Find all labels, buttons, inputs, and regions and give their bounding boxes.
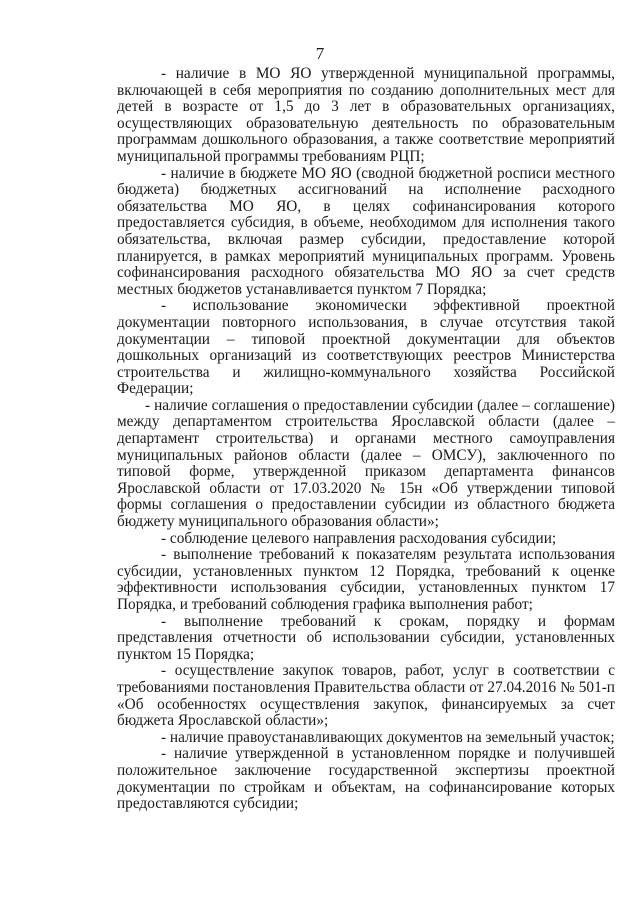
condition-procurement: - осуществление закупок товаров, работ, услуг в соответствии с требованиями постановления Правительства области от 27.04.2016 № 501-п «Об особенностях осуществления закупок, финансируемых за счет бюджета Ярославской области»; bbox=[117, 662, 615, 730]
condition-budget-allocations: - наличие в бюджете МО ЯО (сводной бюджетной росписи местного бюджета) бюджетных ассигнований на исполнение расходного обязательства МО ЯО, в целях софинансирования которого предоставляется субсидия, в объеме, необходимом для исполнения такого обязательства, включая размер субсидии, предоставление которой планируется, в рамках мероприятий муниципальных программ. Уровень софинансирования расходного обязательства МО ЯО за счет средств местных бюджетов устанавливается пунктом 7 Порядка; bbox=[117, 164, 615, 298]
condition-reporting: - выполнение требований к срокам, порядку и формам представления отчетности об использовании субсидии, установленных пунктом 15 Порядка; bbox=[117, 612, 615, 663]
page-number: 7 bbox=[315, 44, 325, 63]
condition-subsidy-agreement: - наличие соглашения о предоставлении субсидии (далее – соглашение) между департаментом строительства Ярославской области (далее – департамент строительства) и органами местного самоуправления муниципальных районов области (далее – ОМСУ), заключенного по типовой форме, утвержденной приказом департамента финансов Ярославской области от 17.03.2020 № 15н «Об утверждении типовой формы соглашения о предоставлении субсидии из областного бюджета бюджету муниципального образования области»; bbox=[117, 396, 615, 531]
condition-project-documentation: - использование экономически эффективной проектной документации повторного использования, в случае отсутствия такой документации – типовой проектной документации для объектов дошкольных организаций из соответствующих реестров Министерства строительства и жилищно-коммунального хозяйства Российской Федерации; bbox=[117, 297, 615, 398]
condition-land-documents: - наличие правоустанавливающих документов на земельный участок; bbox=[161, 728, 615, 746]
condition-municipal-program: - наличие в МО ЯО утвержденной муниципальной программы, включающей в себя мероприятия по созданию дополнительных мест для детей в возрасте от 1,5 до 3 лет в образовательных организациях, осуществляющих образовательную деятельность по образовательным программам дошкольного образования, а также соответствие мероприятий муниципальной программы требованиям РЦП; bbox=[117, 65, 615, 165]
condition-target-use: - соблюдение целевого направления расходования субсидии; bbox=[161, 529, 557, 547]
condition-state-expertise: - наличие утвержденной в установленном порядке и получившей положительное заключение государственной экспертизы проектной документации по стройкам и объектам, на софинансирование которых предоставляются субсидии; bbox=[117, 745, 615, 813]
condition-result-indicators: - выполнение требований к показателям результата использования субсидии, установленных пунктом 12 Порядка, требований к оценке эффективности использования субсидии, установленных пунктом 17 Порядка, и требований соблюдения графика выполнения работ; bbox=[117, 546, 615, 613]
document-body bbox=[117, 66, 615, 813]
